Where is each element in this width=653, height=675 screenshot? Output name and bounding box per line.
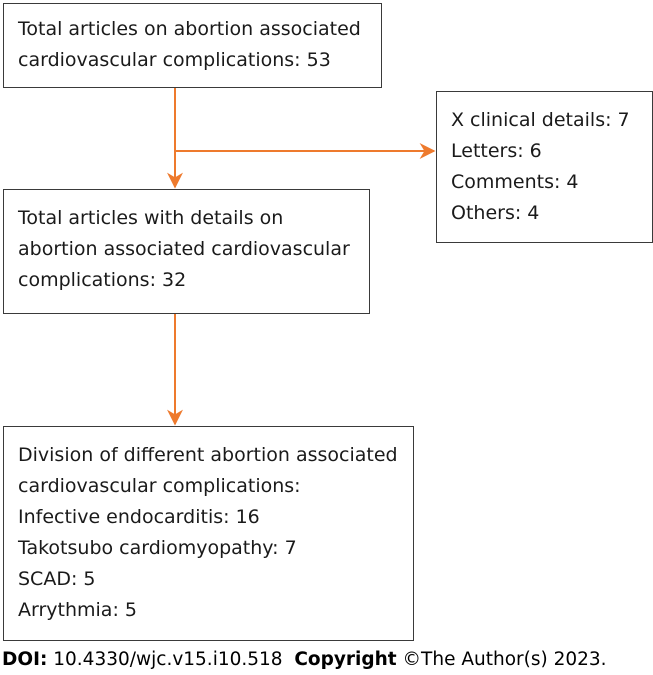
division-line: Arrythmia: 5 xyxy=(18,599,137,621)
details-line: abortion associated cardiovascular xyxy=(18,238,350,260)
division-box xyxy=(3,426,414,641)
total-articles-line: Total articles on abortion associated xyxy=(18,18,361,40)
division-line: SCAD: 5 xyxy=(18,568,96,590)
excluded-line: Letters: 6 xyxy=(451,140,542,162)
excluded-line: Comments: 4 xyxy=(451,171,579,193)
excluded-line: Others: 4 xyxy=(451,202,540,224)
details-line: complications: 32 xyxy=(18,269,187,291)
copyright-value: ©The Author(s) 2023. xyxy=(402,649,607,670)
copyright-label: Copyright xyxy=(294,649,397,670)
division-line: Infective endocarditis: 16 xyxy=(18,506,260,528)
doi-label: DOI: xyxy=(2,649,48,670)
excluded-articles-box xyxy=(436,91,653,243)
excluded-line: X clinical details: 7 xyxy=(451,109,630,131)
doi-value: 10.4330/wjc.v15.i10.518 xyxy=(53,649,283,670)
details-line: Total articles with details on xyxy=(18,207,284,229)
total-articles-line: cardiovascular complications: 53 xyxy=(18,49,331,71)
citation-footer xyxy=(2,648,607,672)
details-articles-box xyxy=(3,189,370,314)
division-line: Takotsubo cardiomyopathy: 7 xyxy=(18,537,297,559)
total-articles-box xyxy=(3,3,382,88)
division-line: Division of different abortion associated xyxy=(18,444,398,466)
division-line: cardiovascular complications: xyxy=(18,475,301,497)
